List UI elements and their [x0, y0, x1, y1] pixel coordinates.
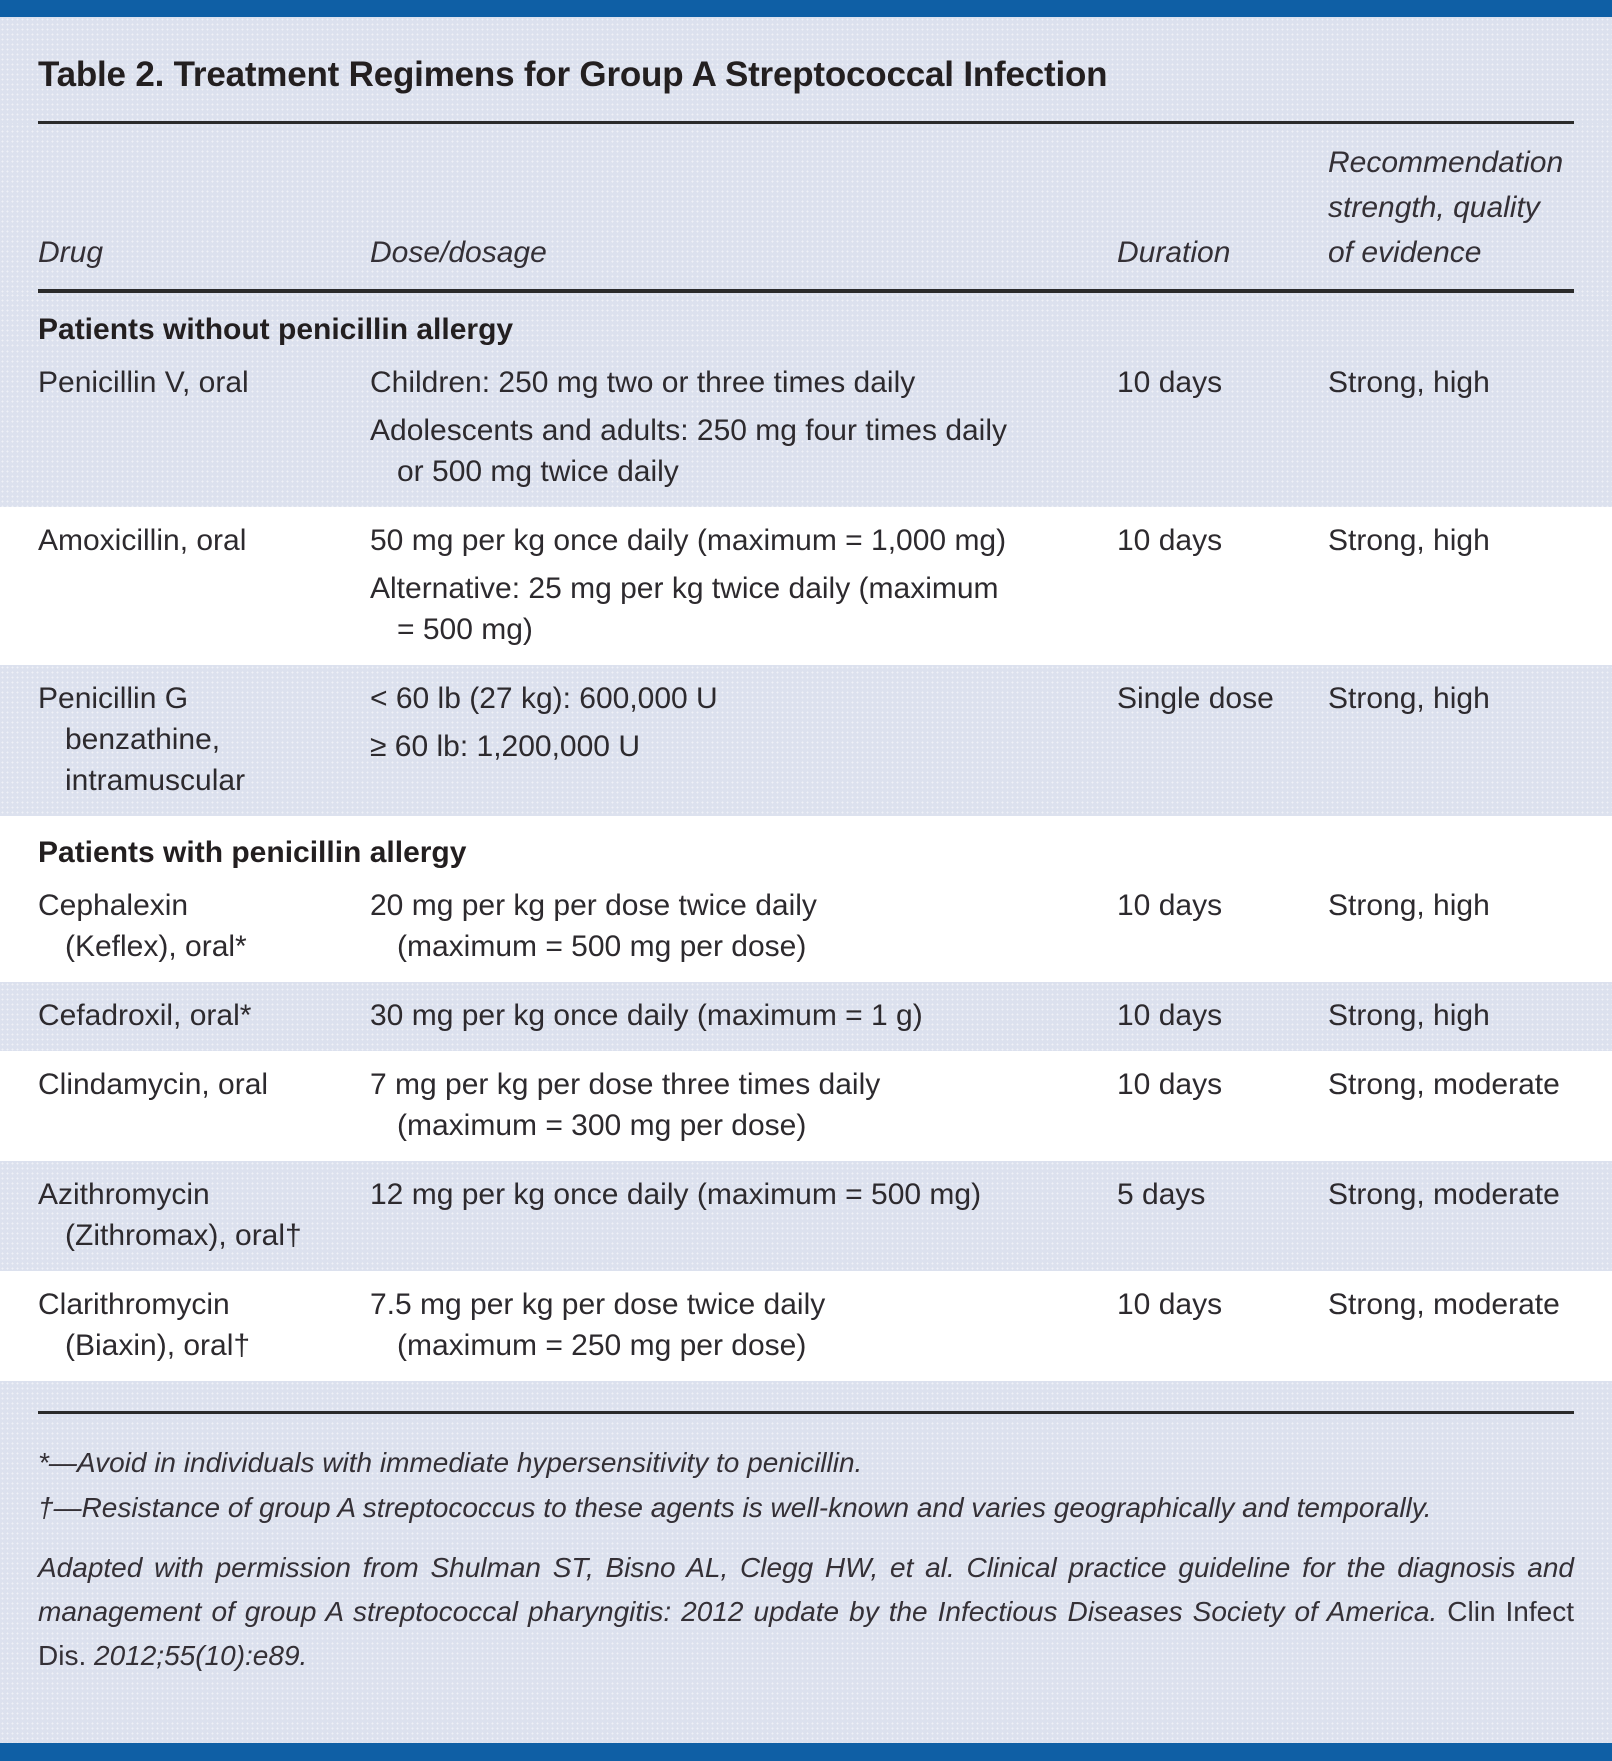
dose-line: 7.5 mg per kg per dose twice daily [370, 1288, 826, 1321]
bottom-accent-bar [0, 1743, 1612, 1761]
drug-name: Clindamycin, oral [38, 1068, 269, 1101]
dose-line: 50 mg per kg once daily (maximum = 1,000 mg) [370, 524, 1007, 557]
duration-cell: 10 days [1117, 889, 1223, 922]
recommendation-cell: Strong, high [1328, 889, 1490, 922]
recommendation-cell: Strong, high [1328, 366, 1490, 399]
citation [38, 1546, 1574, 1678]
title-rule-wrap [0, 97, 1612, 124]
citation-volume: 2012;55(10):e89. [86, 1640, 308, 1671]
recommendation-cell: Strong, moderate [1328, 1288, 1560, 1321]
drug-cell [38, 1174, 370, 1256]
dose-line: Alternative: 25 mg per kg twice daily (maximum [370, 572, 999, 605]
duration-cell: 10 days [1117, 1288, 1223, 1321]
dose-line: 12 mg per kg once daily (maximum = 500 mg) [370, 1178, 982, 1211]
recommendation-cell: Strong, moderate [1328, 1178, 1560, 1211]
duration-cell: 10 days [1117, 999, 1223, 1032]
table-row-amoxicillin [0, 507, 1612, 665]
table-row-cefadroxil [0, 982, 1612, 1051]
drug-name: Cephalexin [38, 889, 189, 922]
recommendation-cell: Strong, high [1328, 682, 1490, 715]
table-row-penicillin-g [0, 665, 1612, 816]
dose-line-continuation: = 500 mg) [397, 613, 533, 646]
dose-line: 20 mg per kg per dose twice daily [370, 889, 817, 922]
dose-line: Children: 250 mg two or three times daily [370, 366, 916, 399]
dose-line-continuation: (maximum = 500 mg per dose) [397, 930, 807, 963]
drug-name-continuation: (Keflex), oral* [65, 930, 247, 963]
title-block [0, 17, 1612, 97]
drug-cell [38, 995, 370, 1036]
drug-cell [38, 885, 370, 967]
drug-name-continuation: (Biaxin), oral† [65, 1329, 251, 1362]
table-title: Table 2. Treatment Regimens for Group A Streptococcal Infection [38, 55, 1108, 94]
duration-cell: 5 days [1117, 1178, 1206, 1211]
drug-name-continuation: (Zithromax), oral† [65, 1219, 302, 1252]
column-header-row [0, 124, 1612, 289]
drug-name: Azithromycin [38, 1178, 210, 1211]
dose-cell [370, 1064, 1117, 1146]
drug-cell [38, 1064, 370, 1146]
section-header-without-allergy: Patients without penicillin allergy [0, 293, 1612, 349]
duration-cell: Single dose [1117, 682, 1274, 715]
dose-line-continuation: or 500 mg twice daily [397, 455, 679, 488]
drug-name-continuation: intramuscular [65, 764, 246, 797]
drug-cell [38, 1284, 370, 1366]
drug-cell [38, 362, 370, 492]
column-header-duration: Duration [1117, 236, 1231, 269]
column-header-recommendation: Recommendation strength, quality of evidence [1328, 146, 1564, 269]
top-accent-bar [0, 0, 1612, 17]
recommendation-cell: Strong, moderate [1328, 1068, 1560, 1101]
dose-line: Adolescents and adults: 250 mg four times daily [370, 414, 1008, 447]
dose-cell [370, 678, 1117, 801]
dose-cell [370, 1284, 1117, 1366]
duration-cell: 10 days [1117, 1068, 1223, 1101]
dose-line: < 60 lb (27 kg): 600,000 U [370, 682, 718, 715]
column-header-dose: Dose/dosage [370, 236, 547, 269]
drug-cell [38, 678, 370, 801]
dose-cell [370, 995, 1117, 1036]
dose-cell [370, 1174, 1117, 1256]
drug-name: Penicillin G [38, 682, 189, 715]
duration-cell: 10 days [1117, 524, 1223, 557]
drug-name: Penicillin V, oral [38, 366, 249, 399]
drug-name: Clarithromycin [38, 1288, 230, 1321]
footnotes [0, 1414, 1612, 1678]
recommendation-cell: Strong, high [1328, 999, 1490, 1032]
section-header-with-allergy: Patients with penicillin allergy [0, 816, 1612, 872]
table-row-cephalexin [0, 872, 1612, 982]
duration-cell: 10 days [1117, 366, 1223, 399]
drug-name: Amoxicillin, oral [38, 524, 247, 557]
footnote-dagger: †—Resistance of group A streptococcus to these agents is well-known and varies geographically and temporally. [38, 1492, 1432, 1523]
drug-cell [38, 520, 370, 650]
footer-area [0, 1381, 1612, 1743]
dose-cell [370, 885, 1117, 967]
recommendation-cell: Strong, high [1328, 524, 1490, 557]
table-row-azithromycin [0, 1161, 1612, 1271]
dose-line-continuation: (maximum = 250 mg per dose) [397, 1329, 807, 1362]
dose-line: ≥ 60 lb: 1,200,000 U [370, 730, 640, 763]
dose-line-continuation: (maximum = 300 mg per dose) [397, 1109, 807, 1142]
footnote-asterisk: *—Avoid in individuals with immediate hypersensitivity to penicillin. [38, 1447, 863, 1478]
citation-journal-name: Clin Infect Dis. [38, 1596, 1575, 1671]
dose-line: 7 mg per kg per dose three times daily [370, 1068, 881, 1101]
drug-name-continuation: benzathine, [65, 723, 221, 756]
column-header-drug: Drug [38, 236, 104, 269]
table-row-clarithromycin [0, 1271, 1612, 1381]
citation-text: Adapted with permission from Shulman ST, Bisno AL, Clegg HW, et al. Clinical practice guideline for the diagnosis and management of group A streptococcal pharyngitis: 2012 update by the Infectious Diseases Society of America. [38, 1552, 1574, 1627]
dose-cell [370, 362, 1117, 492]
dose-line: 30 mg per kg once daily (maximum = 1 g) [370, 999, 923, 1032]
dose-cell [370, 520, 1117, 650]
drug-name: Cefadroxil, oral* [38, 999, 252, 1032]
table-row-penicillin-v [0, 349, 1612, 507]
table-row-clindamycin [0, 1051, 1612, 1161]
